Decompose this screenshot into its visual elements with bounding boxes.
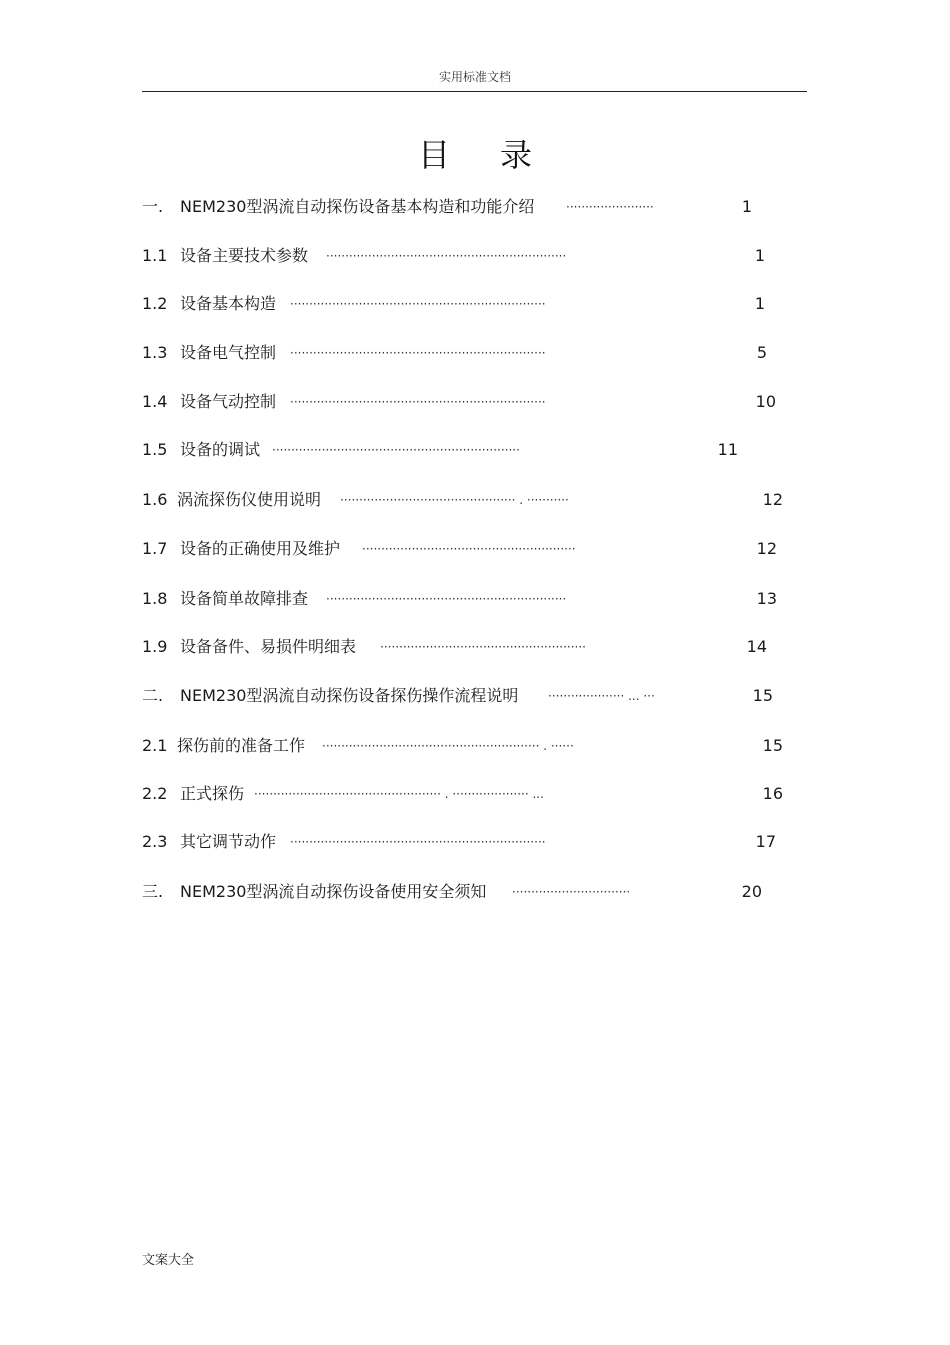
toc-entry-label: 其它调节动作 [180,832,277,851]
toc-entry-leader-dots: ······················································ [380,640,586,654]
toc-entry-number: 1.2 [142,294,168,313]
toc-entry-number: 2.1 [142,736,168,755]
toc-entry-page-number: 15 [752,686,773,705]
toc-entry-label: 设备基本构造 [180,294,277,313]
toc-entry-page-number: 14 [746,637,767,656]
toc-entry-number: 1.6 [142,490,168,509]
toc-entry-number: 1.4 [142,392,168,411]
toc-entry-number: 1.1 [142,246,168,265]
toc-entry-leader-dots: ···················· ... ··· [548,689,655,703]
toc-entry-label: 设备气动控制 [180,392,277,411]
toc-entry-page-number: 17 [755,832,776,851]
toc-entry-number: 1.5 [142,440,168,459]
toc-entry-page-number: 11 [717,440,738,459]
toc-entry-number: 三. [142,882,164,901]
toc-entry [142,245,807,267]
toc-entry-leader-dots: ······························· [512,885,631,899]
toc-entry-leader-dots: ························································· . ······ [322,739,574,753]
toc-entry-label: NEM230型涡流自动探伤设备使用安全须知 [180,882,487,901]
header-divider [142,91,807,92]
page-header: 实用标准文档 [438,70,511,84]
toc-entry-leader-dots: ································································· [272,443,520,457]
toc-entry [142,588,807,610]
toc-entry-label: 设备电气控制 [180,343,277,362]
toc-entry-label: 设备的正确使用及维护 [180,539,341,558]
toc-entry-number: 2.3 [142,832,168,851]
toc-entry-leader-dots: ······················· [566,200,654,214]
toc-entry-leader-dots: ··································································· [290,395,546,409]
toc-entry-number: 1.9 [142,637,168,656]
toc-entry-page-number: 13 [756,589,777,608]
toc-entry-number: 1.8 [142,589,168,608]
toc-title: 目录 [417,136,582,174]
toc-entry-leader-dots: ··································································· [290,297,546,311]
toc-entry-label: 设备简单故障排查 [180,589,309,608]
toc-entry [142,391,807,413]
toc-entry [142,685,807,707]
toc-entry-label: 正式探伤 [180,784,245,803]
toc-entry-page-number: 12 [762,490,783,509]
toc-entry-leader-dots: ··································································· [290,346,546,360]
toc-entry-leader-dots: ······························································· [326,249,567,263]
toc-entry-label: 设备备件、易损件明细表 [180,637,357,656]
toc-entry-leader-dots: ················································· . ···················· ... [254,787,544,801]
toc-entry-label: 设备主要技术参数 [180,246,309,265]
toc-entry [142,439,807,461]
toc-entry-page-number: 10 [755,392,776,411]
toc-entry [142,783,807,805]
toc-entry-page-number: 1 [741,197,752,216]
toc-entry-page-number: 15 [762,736,783,755]
toc-entry-label: 设备的调试 [180,440,261,459]
toc-entry-page-number: 20 [741,882,762,901]
toc-entry-label: NEM230型涡流自动探伤设备探伤操作流程说明 [180,686,519,705]
toc-entry-number: 1.7 [142,539,168,558]
toc-entry-page-number: 12 [756,539,777,558]
toc-entry-leader-dots: ························································ [362,542,576,556]
toc-entry [142,538,807,560]
toc-entry-page-number: 1 [754,294,765,313]
toc-entry-number: 1.3 [142,343,168,362]
toc-entry-label: 探伤前的准备工作 [177,736,306,755]
toc-entry-page-number: 5 [756,343,767,362]
toc-entry [142,831,807,853]
toc-entry [142,196,807,218]
toc-entry-label: 涡流探伤仪使用说明 [177,490,322,509]
page-footer: 文案大全 [142,1253,195,1268]
toc-entry-label: NEM230型涡流自动探伤设备基本构造和功能介绍 [180,197,535,216]
toc-entry-number: 2.2 [142,784,168,803]
toc-entry [142,735,807,757]
toc-entry-leader-dots: ··································································· [290,835,546,849]
toc-entry-page-number: 16 [762,784,783,803]
toc-entry [142,342,807,364]
toc-entry-number: 二. [142,686,164,705]
toc-entry [142,489,807,511]
toc-entry-number: 一. [142,197,164,216]
toc-entry-leader-dots: ······························································· [326,592,567,606]
toc-entry-leader-dots: ·············································· . ··········· [340,493,569,507]
toc-entry [142,293,807,315]
toc-entry [142,636,807,658]
toc-entry [142,881,807,903]
toc-entry-page-number: 1 [754,246,765,265]
